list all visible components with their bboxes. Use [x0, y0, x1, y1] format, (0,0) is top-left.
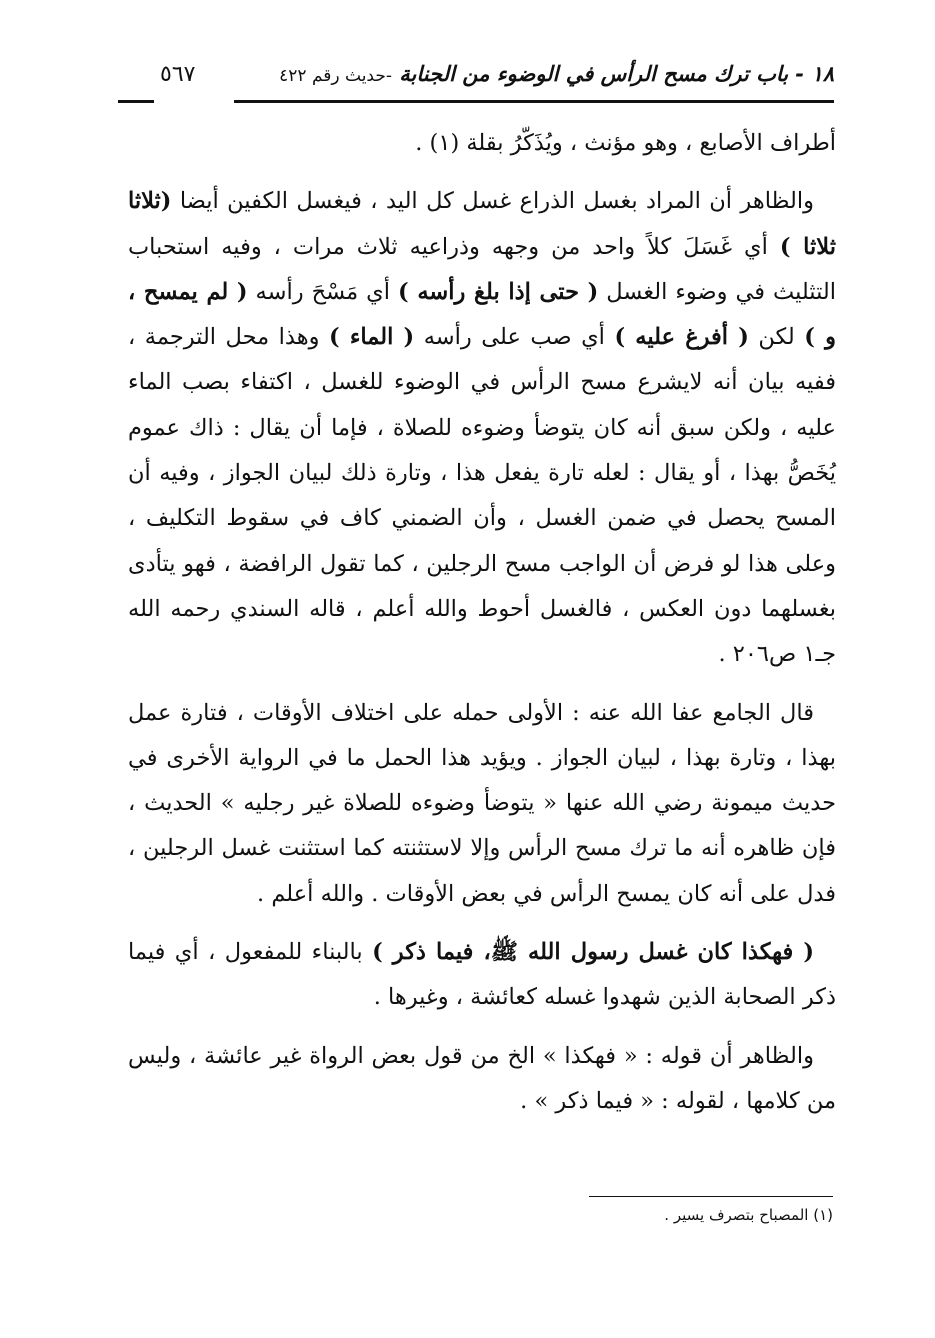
text-run: أطراف الأصابع ، وهو مؤنث ، ويُذَكّرُ بقلة (١) . — [415, 130, 836, 156]
paragraph — [128, 179, 836, 677]
bold-quote: ( الماء ) — [328, 324, 415, 351]
bold-quote: ( فهكذا كان غسل رسول الله ﷺ، فيما ذكر ) — [372, 939, 814, 966]
header-rule-short — [118, 100, 154, 103]
chapter-title: ١٨ - باب ترك مسح الرأس في الوضوء من الجنابة — [399, 62, 834, 86]
bold-quote: ( لم يمسح ، و ) — [128, 278, 836, 351]
paragraph — [128, 1034, 836, 1125]
page-number: ٥٦٧ — [160, 62, 196, 87]
text-run: والظاهر أن المراد بغسل الذراع غسل كل اليد ، فيغسل الكفين أيضا — [171, 188, 814, 215]
footnote-separator — [589, 1196, 833, 1197]
bold-quote: ( حتى إذا بلغ رأسه ) — [398, 278, 599, 305]
footnote: (١) المصباح بتصرف يسير . — [664, 1206, 833, 1224]
text-run: أي مَسْحَ رأسه — [247, 278, 399, 305]
bold-quote: ( أفرغ عليه ) — [614, 324, 749, 351]
text-run: قال الجامع عفا الله عنه : الأولى حمله على اختلاف الأوقات ، فتارة عمل بهذا ، وتارة بهذا ، لبيان الجواز . ويؤيد هذا الحمل ما في الرواية الأخرى في حديث ميمونة رضي الله عنها « يتوضأ وضوءه للصلاة غير رجليه » الحديث ، فإن ظاهره أنه ما ترك مسح الرأس وإلا لاستثنته كما استثنت غسل الرجلين ، فدل على أنه كان يمسح الرأس في بعض الأوقات . والله أعلم . — [128, 699, 836, 907]
paragraph — [128, 691, 836, 917]
body-text — [128, 121, 836, 1124]
text-run: والظاهر أن قوله : « فهكذا » الخ من قول بعض الرواة غير عائشة ، وليس من كلامها ، لقوله : « فيما ذكر » . — [128, 1042, 836, 1114]
text-run: أي صب على رأسه — [414, 324, 615, 351]
header-rule — [234, 100, 834, 103]
paragraph — [128, 930, 836, 1021]
text-run: لكن — [748, 324, 805, 351]
running-header — [118, 62, 834, 98]
text-run: وهذا محل الترجمة ، ففيه بيان أنه لايشرع مسح الرأس في الوضوء للغسل ، اكتفاء بصب الماء عليه ، ولكن سبق أنه كان يتوضأ وضوءه للصلاة ، فإما أن يقال : ذاك عموم يُخَصُّ بهذا ، أو يقال : لعله تارة يفعل هذا ، وتارة ذلك لبيان الجواز ، وفيه أن المسح يحصل في ضمن الغسل ، وأن الضمني كاف في سقوط التكليف ، وعلى هذا لو فرض أن الواجب مسح الرجلين ، كما تقول الرافضة ، فهو يتأدى بغسلهما دون العكس ، فالغسل أحوط والله أعلم ، قاله السندي رحمه الله جـ١ ص٢٠٦ . — [128, 324, 836, 668]
bold-quote: (ثلاثا ثلاثا ) — [128, 188, 836, 260]
text-run: أي غَسَلَ كلاً واحد من وجهه وذراعيه ثلاث مرات ، وفيه استحباب التثليث في وضوء الغسل — [128, 233, 836, 305]
hadith-reference: -حديث رقم ٤٢٢ — [279, 66, 392, 86]
text-run: بالبناء للمفعول ، أي فيما ذكر الصحابة الذين شهدوا غسله كعائشة ، وغيرها . — [128, 939, 836, 1011]
paragraph — [128, 121, 836, 166]
